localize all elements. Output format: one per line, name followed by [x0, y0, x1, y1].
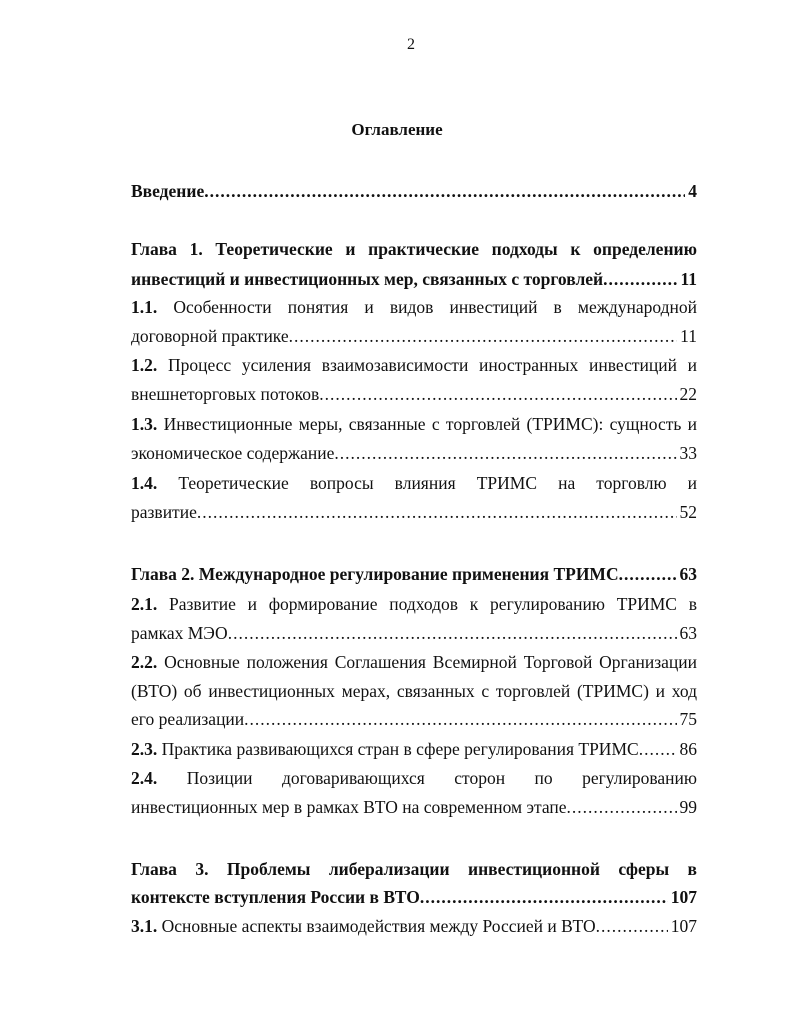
section-number: 1.4.	[131, 473, 158, 493]
toc-entry-line	[131, 593, 697, 615]
dot-leader	[228, 622, 677, 644]
entry-title: инвестиционных мер в рамках ВТО на современном этапе	[131, 797, 567, 817]
toc-entry-line	[131, 180, 697, 202]
toc-entry-line	[131, 354, 697, 376]
toc-entry-line	[131, 501, 697, 523]
page-ref: 75	[679, 709, 697, 729]
entry-title: Введение	[131, 181, 205, 201]
toc-entry-line	[131, 472, 697, 494]
dot-leader	[319, 383, 676, 405]
entry-title: Развитие и формирование подходов к регулированию ТРИМС в	[169, 594, 697, 614]
toc-entry-line	[131, 886, 697, 908]
toc-entry-text	[131, 738, 639, 760]
page-ref: 63	[679, 564, 697, 584]
entry-title: Глава 2. Международное регулирование применения ТРИМС	[131, 564, 619, 584]
entry-title: (ВТО) об инвестиционных мерах, связанных с торговлей (ТРИМС) и ход	[131, 681, 697, 701]
toc-entry-line	[131, 651, 697, 673]
page-ref: 11	[680, 326, 697, 346]
section-number: 2.4.	[131, 768, 158, 788]
dot-leader	[596, 915, 668, 937]
toc-entry-text	[131, 708, 244, 730]
toc-entry-line	[131, 796, 697, 818]
dot-leader	[567, 796, 677, 818]
entry-title: развитие	[131, 502, 197, 522]
dot-leader	[197, 501, 677, 523]
page-ref: 52	[679, 502, 697, 522]
toc-entry-text	[131, 915, 596, 937]
toc-entry-line	[131, 296, 697, 318]
toc-entry-text	[131, 268, 603, 290]
dot-leader	[204, 180, 685, 202]
toc-entry-text	[131, 383, 319, 405]
section-number: 1.3.	[131, 414, 158, 434]
entry-title: Особенности понятия и видов инвестиций в международной	[173, 297, 697, 317]
toc-entry-text	[131, 325, 289, 347]
toc-entry-line	[131, 325, 697, 347]
section-number: 3.1.	[131, 916, 158, 936]
entry-title: инвестиций и инвестиционных мер, связанных с торговлей	[131, 269, 604, 289]
entry-title: экономическое содержание	[131, 443, 335, 463]
entry-title: Практика развивающихся стран в сфере регулирования ТРИМС	[161, 739, 639, 759]
toc-entry-line	[131, 767, 697, 789]
toc-entry-text	[131, 501, 197, 523]
entry-title: Позиции договаривающихся сторон по регулированию	[186, 768, 697, 788]
page-ref: 11	[680, 269, 697, 289]
toc-entry-text	[131, 180, 204, 202]
entry-title: рамках МЭО	[131, 623, 228, 643]
dot-leader	[603, 268, 677, 290]
toc-entry-line	[131, 622, 697, 644]
toc-title: Оглавление	[351, 120, 443, 139]
entry-title: договорной практике	[131, 326, 289, 346]
toc-entry-line	[131, 915, 697, 937]
toc-entry-text	[131, 563, 619, 585]
section-number: 1.1.	[131, 297, 158, 317]
dot-leader	[334, 442, 676, 464]
entry-title: его реализации	[131, 709, 245, 729]
page-ref: 86	[679, 739, 697, 759]
toc-entry-line	[131, 858, 697, 880]
page-ref: 4	[688, 181, 697, 201]
dot-leader	[420, 886, 668, 908]
toc-entry-line	[131, 413, 697, 435]
page-ref: 63	[679, 623, 697, 643]
toc-entry-line	[131, 738, 697, 760]
page-ref: 22	[679, 384, 697, 404]
toc-entry-line	[131, 442, 697, 464]
toc-entry-text	[131, 442, 334, 464]
dot-leader	[619, 563, 677, 585]
entry-title: Процесс усиления взаимозависимости иностранных инвестиций и	[167, 355, 697, 375]
entry-title: Теоретические вопросы влияния ТРИМС на торговлю и	[178, 473, 697, 493]
page-ref: 107	[670, 887, 697, 907]
toc-entry-line	[131, 238, 697, 260]
section-number: 2.1.	[131, 594, 158, 614]
section-number: 1.2.	[131, 355, 158, 375]
entry-title: Глава 1. Теоретические и практические подходы к определению	[131, 239, 697, 259]
toc-entry-text	[131, 796, 567, 818]
toc-entry-line	[131, 268, 697, 290]
toc-entry-text	[131, 622, 228, 644]
page-ref: 107	[670, 916, 697, 936]
entry-title: Глава 3. Проблемы либерализации инвестиционной сферы в	[131, 859, 697, 879]
page-ref: 99	[679, 797, 697, 817]
entry-title: контексте вступления России в ВТО	[131, 887, 420, 907]
toc-entry-line	[131, 680, 697, 702]
toc-entry-line	[131, 563, 697, 585]
entry-title: внешнеторговых потоков	[131, 384, 320, 404]
dot-leader	[289, 325, 677, 347]
entry-title: Основные положения Соглашения Всемирной Торговой Организации	[164, 652, 697, 672]
toc-entry-line	[131, 383, 697, 405]
section-number: 2.2.	[131, 652, 158, 672]
section-number: 2.3.	[131, 739, 158, 759]
entry-title: Основные аспекты взаимодействия между Россией и ВТО	[161, 916, 596, 936]
toc-entry-text	[131, 886, 420, 908]
page-ref: 33	[679, 443, 697, 463]
page-number: 2	[407, 36, 415, 53]
entry-title: Инвестиционные меры, связанные с торговлей (ТРИМС): сущность и	[163, 414, 697, 434]
dot-leader	[244, 708, 676, 730]
dot-leader	[639, 738, 677, 760]
toc-entry-line	[131, 708, 697, 730]
